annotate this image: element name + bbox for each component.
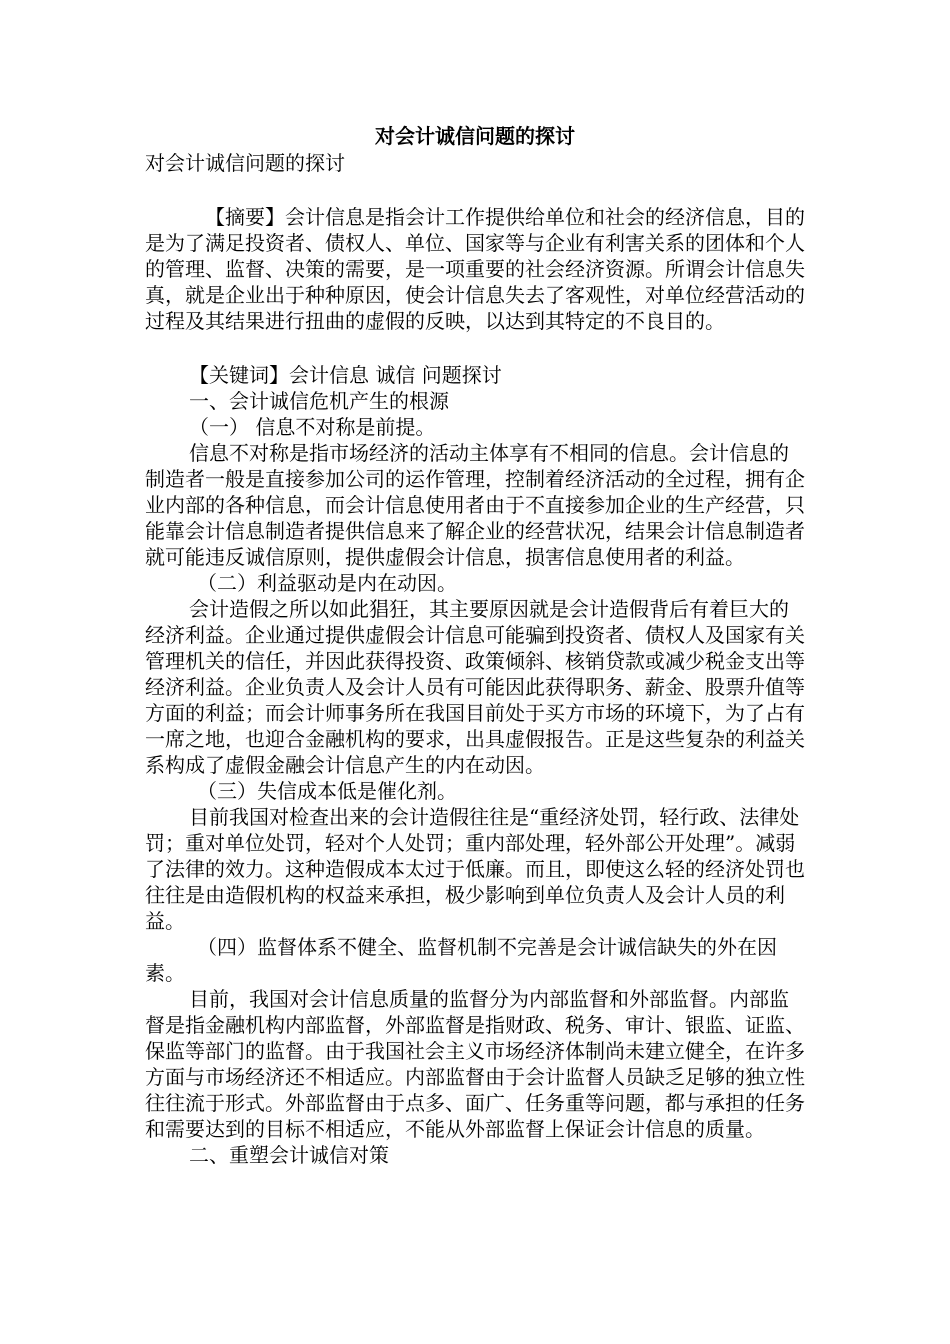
sub2-heading: （二）利益驱动是内在动因。 (197, 571, 457, 595)
sub3-heading: （三）失信成本低是催化剂。 (197, 779, 457, 803)
sub3-body: 目前我国对检查出来的会计造假往往是“重经济处罚，轻行政、法律处罚；重对单位处罚，轻对个人处罚；重内部处理，轻外部公开处理”。减弱了法律的效力。这种造假成本太过于低廉。而且，即使这么轻的经济处罚也往往是由造假机构的权益来承担，极少影响到单位负责人及会计人员的利益。 (145, 805, 805, 933)
keywords-line: 【关键词】会计信息 诚信 问题探讨 (189, 363, 502, 387)
sub2-body: 会计造假之所以如此猖狂，其主要原因就是会计造假背后有着巨大的经济利益。企业通过提供虚假会计信息可能骗到投资者、债权人及国家有关管理机关的信任，并因此获得投资、政策倾斜、核销贷款或减少税金支出等经济利益。企业负责人及会计人员有可能因此获得职务、薪金、股票升值等方面的利益；而会计师事务所在我国目前处于买方市场的环境下，为了占有一席之地，也迎合金融机构的要求，出具虚假报告。正是这些复杂的利益关系构成了虚假金融会计信息产生的内在动因。 (145, 597, 805, 777)
document-title: 对会计诚信问题的探讨 (375, 124, 575, 148)
section1-heading: 一、会计诚信危机产生的根源 (189, 389, 449, 413)
sub1-body: 信息不对称是指市场经济的活动主体享有不相同的信息。会计信息的制造者一般是直接参加公司的运作管理，控制着经济活动的全过程，拥有企业内部的各种信息，而会计信息使用者由于不直接参加企业的生产经营，只能靠会计信息制造者提供信息来了解企业的经营状况，结果会计信息制造者就可能违反诚信原则，提供虚假会计信息，损害信息使用者的利益。 (145, 441, 805, 569)
sub1-heading: （一） 信息不对称是前提。 (189, 415, 436, 439)
section2-heading: 二、重塑会计诚信对策 (189, 1143, 389, 1167)
document-subtitle: 对会计诚信问题的探讨 (145, 151, 345, 175)
sub4-heading: （四）监督体系不健全、监督机制不完善是会计诚信缺失的外在因素。 (145, 935, 777, 985)
abstract-paragraph: 【摘要】会计信息是指会计工作提供给单位和社会的经济信息，目的是为了满足投资者、债权人、单位、国家等与企业有利害关系的团体和个人的管理、监督、决策的需要，是一项重要的社会经济资源。所谓会计信息失真，就是企业出于种种原因，使会计信息失去了客观性，对单位经营活动的过程及其结果进行扭曲的虚假的反映，以达到其特定的不良目的。 (145, 205, 805, 333)
document-body (145, 122, 805, 1168)
sub4-body: 目前，我国对会计信息质量的监督分为内部监督和外部监督。内部监督是指金融机构内部监督，外部监督是指财政、税务、审计、银监、证监、保监等部门的监督。由于我国社会主义市场经济体制尚未建立健全，在许多方面与市场经济还不相适应。内部监督由于会计监督人员缺乏足够的独立性往往流于形式。外部监督由于点多、面广、任务重等问题，都与承担的任务和需要达到的目标不相适应，不能从外部监督上保证会计信息的质量。 (145, 987, 805, 1141)
